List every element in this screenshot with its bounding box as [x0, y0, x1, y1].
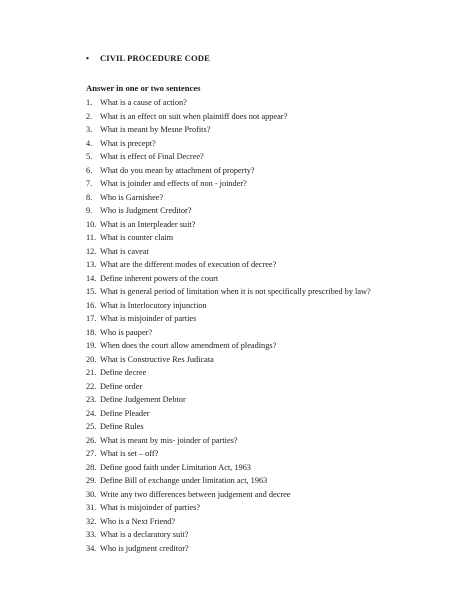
- question-text: What is a cause of action?: [100, 98, 187, 107]
- question-text: What is an Interpleader suit?: [100, 219, 196, 229]
- question-item: [86, 528, 456, 542]
- question-number: 13.: [86, 260, 97, 269]
- question-text: What is misjoinder of parties: [100, 314, 197, 323]
- question-text: Define Pleader: [100, 408, 150, 418]
- question-item: [86, 299, 456, 313]
- question-text: What is counter claim: [100, 233, 174, 242]
- question-item: [86, 245, 456, 259]
- question-number: 9.: [86, 206, 93, 215]
- question-number: 2.: [86, 111, 93, 121]
- question-number: 32.: [86, 516, 97, 526]
- question-text: What is misjoinder of parties?: [100, 503, 200, 512]
- question-number: 3.: [86, 125, 93, 134]
- question-text: Define order: [100, 381, 143, 391]
- question-text: What is Constructive Res Judicata: [100, 354, 214, 364]
- question-text: Define Rules: [100, 422, 144, 431]
- question-text: Who is pauper?: [100, 327, 153, 337]
- question-item: [86, 218, 456, 232]
- question-text: Who is Judgment Creditor?: [100, 206, 192, 215]
- question-item: [86, 285, 456, 299]
- question-number: 15.: [86, 287, 97, 296]
- question-number: 18.: [86, 327, 97, 337]
- question-item: [86, 150, 456, 164]
- question-item: [86, 434, 456, 448]
- question-text: What do you mean by attachment of property?: [100, 165, 255, 175]
- question-text: What is effect of Final Decree?: [100, 152, 204, 161]
- question-number: 23.: [86, 395, 97, 404]
- question-item: [86, 393, 456, 407]
- question-number: 4.: [86, 138, 93, 148]
- question-item: [86, 515, 456, 529]
- question-number: 1.: [86, 98, 93, 107]
- question-item: [86, 353, 456, 367]
- question-item: [86, 420, 456, 434]
- document-title: [86, 53, 210, 63]
- question-number: 27.: [86, 449, 97, 458]
- question-item: [86, 380, 456, 394]
- question-item: [86, 258, 456, 272]
- question-number: 17.: [86, 314, 97, 323]
- question-text: What is joinder and effects of non - joinder?: [100, 179, 247, 188]
- question-number: 26.: [86, 435, 97, 445]
- question-item: [86, 177, 456, 191]
- question-item: [86, 542, 456, 556]
- question-text: What are the different modes of execution of decree?: [100, 260, 277, 269]
- question-text: Define Judgement Debtor: [100, 395, 186, 404]
- question-text: What is caveat: [100, 246, 149, 256]
- question-text: Define decree: [100, 368, 147, 377]
- question-number: 19.: [86, 341, 97, 350]
- question-item: [86, 447, 456, 461]
- question-item: [86, 137, 456, 151]
- question-number: 34.: [86, 543, 97, 553]
- question-number: 11.: [86, 233, 97, 242]
- question-text: Who is Garnishee?: [100, 192, 164, 202]
- question-number: 20.: [86, 354, 97, 364]
- question-text: What is meant by mis- joinder of parties?: [100, 435, 238, 445]
- question-item: [86, 96, 456, 110]
- section-subheading: Answer in one or two sentences: [86, 83, 201, 93]
- question-text: Define good faith under Limitation Act, 1963: [100, 462, 251, 472]
- question-number: 29.: [86, 476, 97, 485]
- question-item: [86, 407, 456, 421]
- question-text: Write any two differences between judgement and decree: [100, 489, 291, 499]
- question-number: 12.: [86, 246, 97, 256]
- question-item: [86, 191, 456, 205]
- question-text: What is an effect on suit when plaintiff does not appear?: [100, 111, 288, 121]
- question-item: [86, 123, 456, 137]
- question-number: 33.: [86, 530, 97, 539]
- question-text: Who is judgment creditor?: [100, 543, 189, 553]
- question-number: 24.: [86, 408, 97, 418]
- question-item: [86, 488, 456, 502]
- question-item: [86, 312, 456, 326]
- question-item: [86, 272, 456, 286]
- question-number: 31.: [86, 503, 97, 512]
- question-number: 25.: [86, 422, 97, 431]
- question-item: [86, 164, 456, 178]
- question-number: 21.: [86, 368, 97, 377]
- question-number: 7.: [86, 179, 93, 188]
- question-number: 22.: [86, 381, 97, 391]
- question-text: What is set – off?: [100, 449, 159, 458]
- question-item: [86, 339, 456, 353]
- question-item: [86, 366, 456, 380]
- question-item: [86, 326, 456, 340]
- question-text: What is Interlocutory injunction: [100, 300, 207, 310]
- question-text: What is general period of limitation when it is not specifically prescribed by law?: [100, 287, 371, 296]
- bullet-icon: •: [86, 53, 90, 63]
- question-text: Define Bill of exchange under limitation act, 1963: [100, 476, 268, 485]
- question-number: 14.: [86, 273, 97, 283]
- question-item: [86, 231, 456, 245]
- question-text: Define inherent powers of the court: [100, 273, 219, 283]
- question-text: When does the court allow amendment of pleadings?: [100, 341, 277, 350]
- question-text: Who is a Next Friend?: [100, 516, 176, 526]
- question-item: [86, 110, 456, 124]
- question-item: [86, 501, 456, 515]
- question-item: [86, 204, 456, 218]
- question-number: 6.: [86, 165, 93, 175]
- question-item: [86, 474, 456, 488]
- question-number: 16.: [86, 300, 97, 310]
- question-number: 8.: [86, 192, 93, 202]
- question-number: 28.: [86, 462, 97, 472]
- question-text: What is a declaratory suit?: [100, 530, 189, 539]
- title-text: CIVIL PROCEDURE CODE: [100, 53, 210, 63]
- question-text: What is precept?: [100, 138, 156, 148]
- question-number: 10.: [86, 219, 97, 229]
- question-list: [86, 96, 456, 555]
- question-number: 30.: [86, 489, 97, 499]
- question-text: What is meant by Mesne Profits?: [100, 125, 211, 134]
- question-item: [86, 461, 456, 475]
- question-number: 5.: [86, 152, 93, 161]
